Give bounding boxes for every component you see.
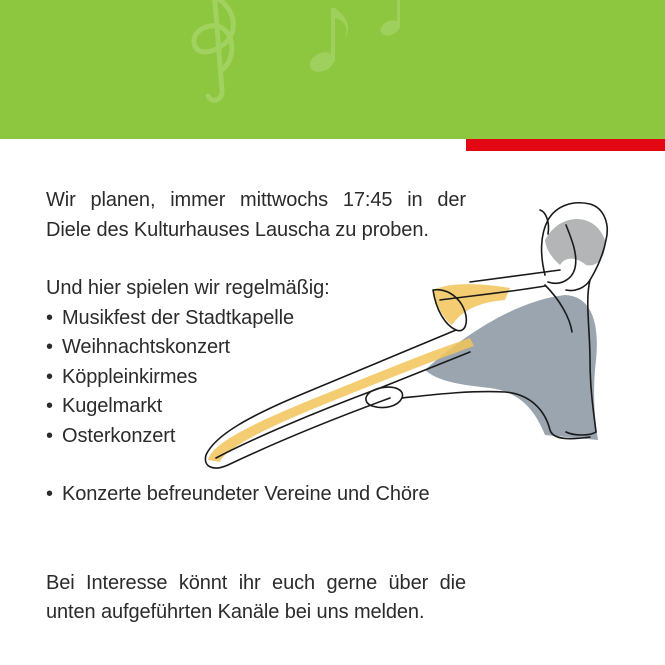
bullet-icon: • bbox=[46, 424, 53, 447]
list-item: • Kugelmarkt bbox=[46, 392, 466, 422]
list-item: • Köppleinkirmes bbox=[46, 363, 466, 393]
bullet-icon: • bbox=[46, 365, 53, 388]
list-item: • Osterkonzert bbox=[46, 422, 466, 452]
trombone-player-icon bbox=[195, 200, 615, 490]
list-item: • Weihnachtskonzert bbox=[46, 333, 466, 363]
accent-bar bbox=[466, 139, 665, 151]
bullet-icon: • bbox=[46, 395, 53, 417]
music-notes-watermark-icon bbox=[0, 0, 665, 139]
bullet-icon: • bbox=[46, 306, 53, 329]
contact-line-1: Bei Interesse könnt ihr euch gerne über die bbox=[46, 571, 466, 594]
list-item: • Konzerte befreundeter Vereine und Chöre bbox=[46, 480, 466, 510]
list-item: • Musikfest der Stadtkapelle bbox=[46, 304, 466, 334]
events-heading: Und hier spielen wir regelmäßig: bbox=[46, 277, 330, 299]
contact-line-2: unten aufgeführten Kanäle bei uns melden. bbox=[46, 601, 425, 623]
intro-line-1: Wir planen, immer mittwochs 17:45 in der bbox=[46, 189, 466, 211]
header-band bbox=[0, 0, 665, 139]
bullet-icon: • bbox=[46, 483, 53, 505]
bullet-icon: • bbox=[46, 336, 53, 358]
intro-line-2: Diele des Kulturhauses Lauscha zu proben. bbox=[46, 218, 429, 241]
